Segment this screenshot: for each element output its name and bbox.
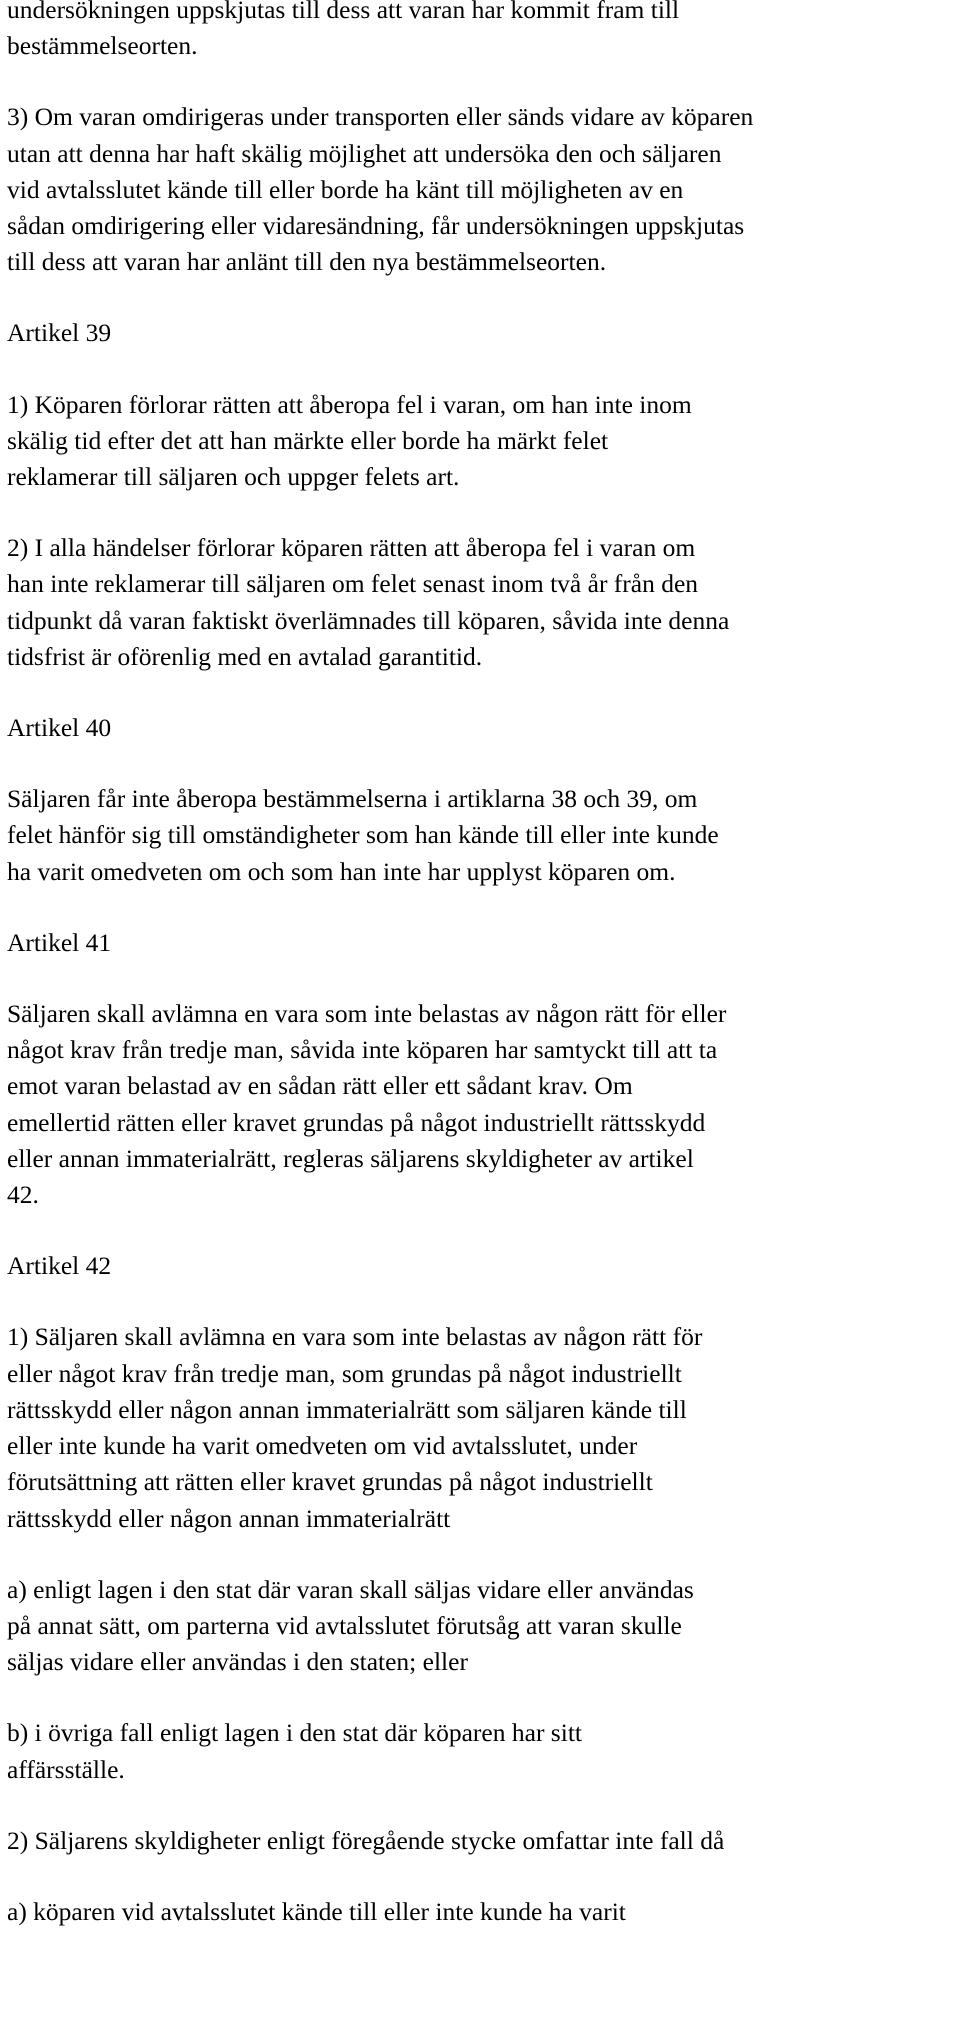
paragraph (7, 0, 955, 64)
paragraph-line: tidsfrist är oförenlig med en avtalad garantitid. (7, 641, 483, 671)
paragraph (7, 781, 955, 890)
paragraph-line: till dess att varan har anlänt till den nya bestämmelseorten. (7, 247, 607, 277)
paragraph-line: han inte reklamerar till säljaren om felet senast inom två år från den (7, 569, 699, 599)
paragraph-line: 3) Om varan omdirigeras under transporten eller sänds vidare av köparen (7, 102, 754, 132)
paragraph-line: eller annan immaterialrätt, regleras säljarens skyldigheter av artikel (7, 1143, 694, 1173)
paragraph-line: reklamerar till säljaren och uppger felets art. (7, 462, 460, 492)
paragraph-line: 2) I alla händelser förlorar köparen rätten att åberopa fel i varan om (7, 533, 696, 563)
paragraph-line: ha varit omedveten om och som han inte har upplyst köparen om. (7, 856, 676, 886)
article-heading-text: Artikel 42 (7, 1251, 112, 1281)
paragraph-line: 1) Köparen förlorar rätten att åberopa fel i varan, om han inte inom (7, 389, 692, 419)
paragraph (7, 1823, 955, 1859)
paragraph-line: säljas vidare eller användas i den staten; eller (7, 1647, 468, 1677)
paragraph-line: affärsställe. (7, 1754, 125, 1784)
paragraph-line: rättsskydd eller någon annan immaterialrätt (7, 1503, 451, 1533)
paragraph (7, 530, 955, 675)
paragraph-line: skälig tid efter det att han märkte eller borde ha märkt felet (7, 425, 609, 455)
paragraph (7, 1715, 955, 1787)
paragraph-line: a) enligt lagen i den stat där varan skall säljas vidare eller användas (7, 1574, 694, 1604)
paragraph (7, 99, 955, 280)
paragraph-line: sådan omdirigering eller vidaresändning, får undersökningen uppskjutas (7, 211, 745, 241)
article-heading (7, 1248, 955, 1284)
article-heading (7, 315, 955, 351)
paragraph (7, 1319, 955, 1536)
paragraph-line: 42. (7, 1180, 39, 1210)
paragraph-line: emellertid rätten eller kravet grundas på något industriellt rättsskydd (7, 1107, 706, 1137)
paragraph-line: rättsskydd eller någon annan immaterialrätt som säljaren kände till (7, 1394, 687, 1424)
paragraph (7, 996, 955, 1213)
paragraph (7, 387, 955, 496)
article-heading-text: Artikel 41 (7, 927, 112, 957)
paragraph-line: 2) Säljarens skyldigheter enligt föregående stycke omfattar inte fall då (7, 1825, 725, 1855)
paragraph-line: undersökningen uppskjutas till dess att varan har kommit fram till (7, 0, 680, 24)
paragraph-line: vid avtalsslutet kände till eller borde ha känt till möjligheten av en (7, 174, 684, 204)
paragraph-line: b) i övriga fall enligt lagen i den stat där köparen har sitt (7, 1718, 582, 1748)
document-page (7, 0, 955, 1965)
paragraph-line: på annat sätt, om parterna vid avtalsslutet förutsåg att varan skulle (7, 1610, 682, 1640)
paragraph-line: eller något krav från tredje man, som grundas på något industriellt (7, 1358, 682, 1388)
paragraph (7, 1572, 955, 1681)
paragraph-line: felet hänför sig till omständigheter som han kände till eller inte kunde (7, 820, 719, 850)
article-heading (7, 710, 955, 746)
paragraph (7, 1894, 955, 1930)
article-heading-text: Artikel 39 (7, 318, 112, 348)
article-heading-text: Artikel 40 (7, 713, 112, 743)
paragraph-line: tidpunkt då varan faktiskt överlämnades till köparen, såvida inte denna (7, 605, 730, 635)
paragraph-line: förutsättning att rätten eller kravet grundas på något industriellt (7, 1467, 653, 1497)
paragraph-line: Säljaren skall avlämna en vara som inte belastas av någon rätt för eller (7, 999, 727, 1029)
paragraph-line: utan att denna har haft skälig möjlighet att undersöka den och säljaren (7, 138, 722, 168)
paragraph-line: emot varan belastad av en sådan rätt eller ett sådant krav. Om (7, 1071, 633, 1101)
paragraph-line: något krav från tredje man, såvida inte köparen har samtyckt till att ta (7, 1035, 718, 1065)
article-heading (7, 925, 955, 961)
paragraph-line: bestämmelseorten. (7, 31, 198, 61)
paragraph-line: Säljaren får inte åberopa bestämmelserna i artiklarna 38 och 39, om (7, 784, 698, 814)
paragraph-line: a) köparen vid avtalsslutet kände till eller inte kunde ha varit (7, 1896, 626, 1926)
paragraph-line: 1) Säljaren skall avlämna en vara som inte belastas av någon rätt för (7, 1322, 703, 1352)
paragraph-line: eller inte kunde ha varit omedveten om vid avtalsslutet, under (7, 1431, 638, 1461)
